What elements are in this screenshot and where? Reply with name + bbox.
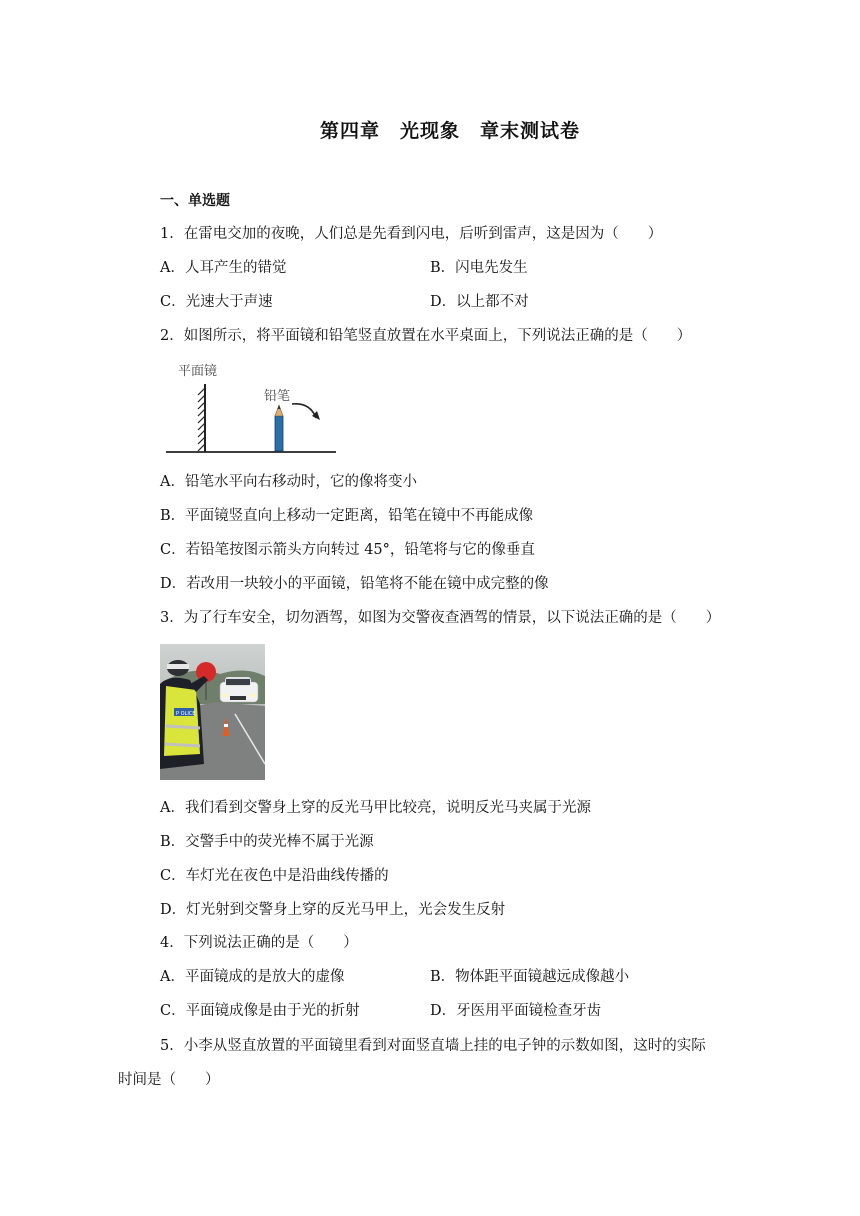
question-4-option-b: B．物体距平面镜越远成像越小 <box>430 969 630 985</box>
traffic-police-photo <box>160 644 265 780</box>
question-4-option-a: A．平面镜成的是放大的虚像 <box>160 969 345 985</box>
question-4-stem: 4．下列说法正确的是（ ） <box>160 935 358 951</box>
question-2-option-c: C．若铅笔按图示箭头方向转过 45°，铅笔将与它的像垂直 <box>160 542 535 558</box>
question-4-option-c: C．平面镜成像是由于光的折射 <box>160 1003 360 1019</box>
question-2-option-d: D．若改用一块较小的平面镜，铅笔将不能在镜中成完整的像 <box>160 576 549 592</box>
question-5-stem: 5．小李从竖直放置的平面镜里看到对面竖直墙上挂的电子钟的示数如图，这时的实际 <box>160 1038 706 1054</box>
question-1-option-b: B．闪电先发生 <box>430 260 528 276</box>
section-heading: 一、单选题 <box>160 193 230 209</box>
question-1-option-c: C．光速大于声速 <box>160 294 273 310</box>
question-2-stem: 2．如图所示，将平面镜和铅笔竖直放置在水平桌面上，下列说法正确的是（ ） <box>160 328 692 344</box>
vest-text: P OLICE <box>176 711 196 717</box>
page-title: 第四章 光现象 章末测试卷 <box>319 120 580 142</box>
question-3-option-c: C．车灯光在夜色中是沿曲线传播的 <box>160 868 389 884</box>
question-5-stem-continued: 时间是（ ） <box>118 1072 220 1088</box>
question-1-option-a: A．人耳产生的错觉 <box>160 260 287 276</box>
question-2-option-a: A．铅笔水平向右移动时，它的像将变小 <box>160 474 417 490</box>
question-3-option-a: A．我们看到交警身上穿的反光马甲比较亮，说明反光马夹属于光源 <box>160 800 591 816</box>
mirror-label: 平面镜 <box>178 364 218 379</box>
question-1-stem: 1．在雷电交加的夜晚，人们总是先看到闪电，后听到雷声，这是因为（ ） <box>160 226 663 242</box>
mirror-hatching <box>198 388 205 451</box>
question-3-stem: 3．为了行车安全，切勿酒驾，如图为交警夜查酒驾的情景，以下说法正确的是（ ） <box>160 610 721 626</box>
question-3-option-b: B．交警手中的荧光棒不属于光源 <box>160 834 374 850</box>
mirror-pencil-figure <box>160 358 340 458</box>
question-2-option-b: B．平面镜竖直向上移动一定距离，铅笔在镜中不再能成像 <box>160 508 534 524</box>
pencil-icon <box>275 405 283 451</box>
question-1-option-d: D．以上都不对 <box>430 294 529 310</box>
question-4-option-d: D．牙医用平面镜检查牙齿 <box>430 1003 602 1019</box>
question-3-option-d: D．灯光射到交警身上穿的反光马甲上，光会发生反射 <box>160 902 506 918</box>
pencil-label: 铅笔 <box>264 389 291 404</box>
